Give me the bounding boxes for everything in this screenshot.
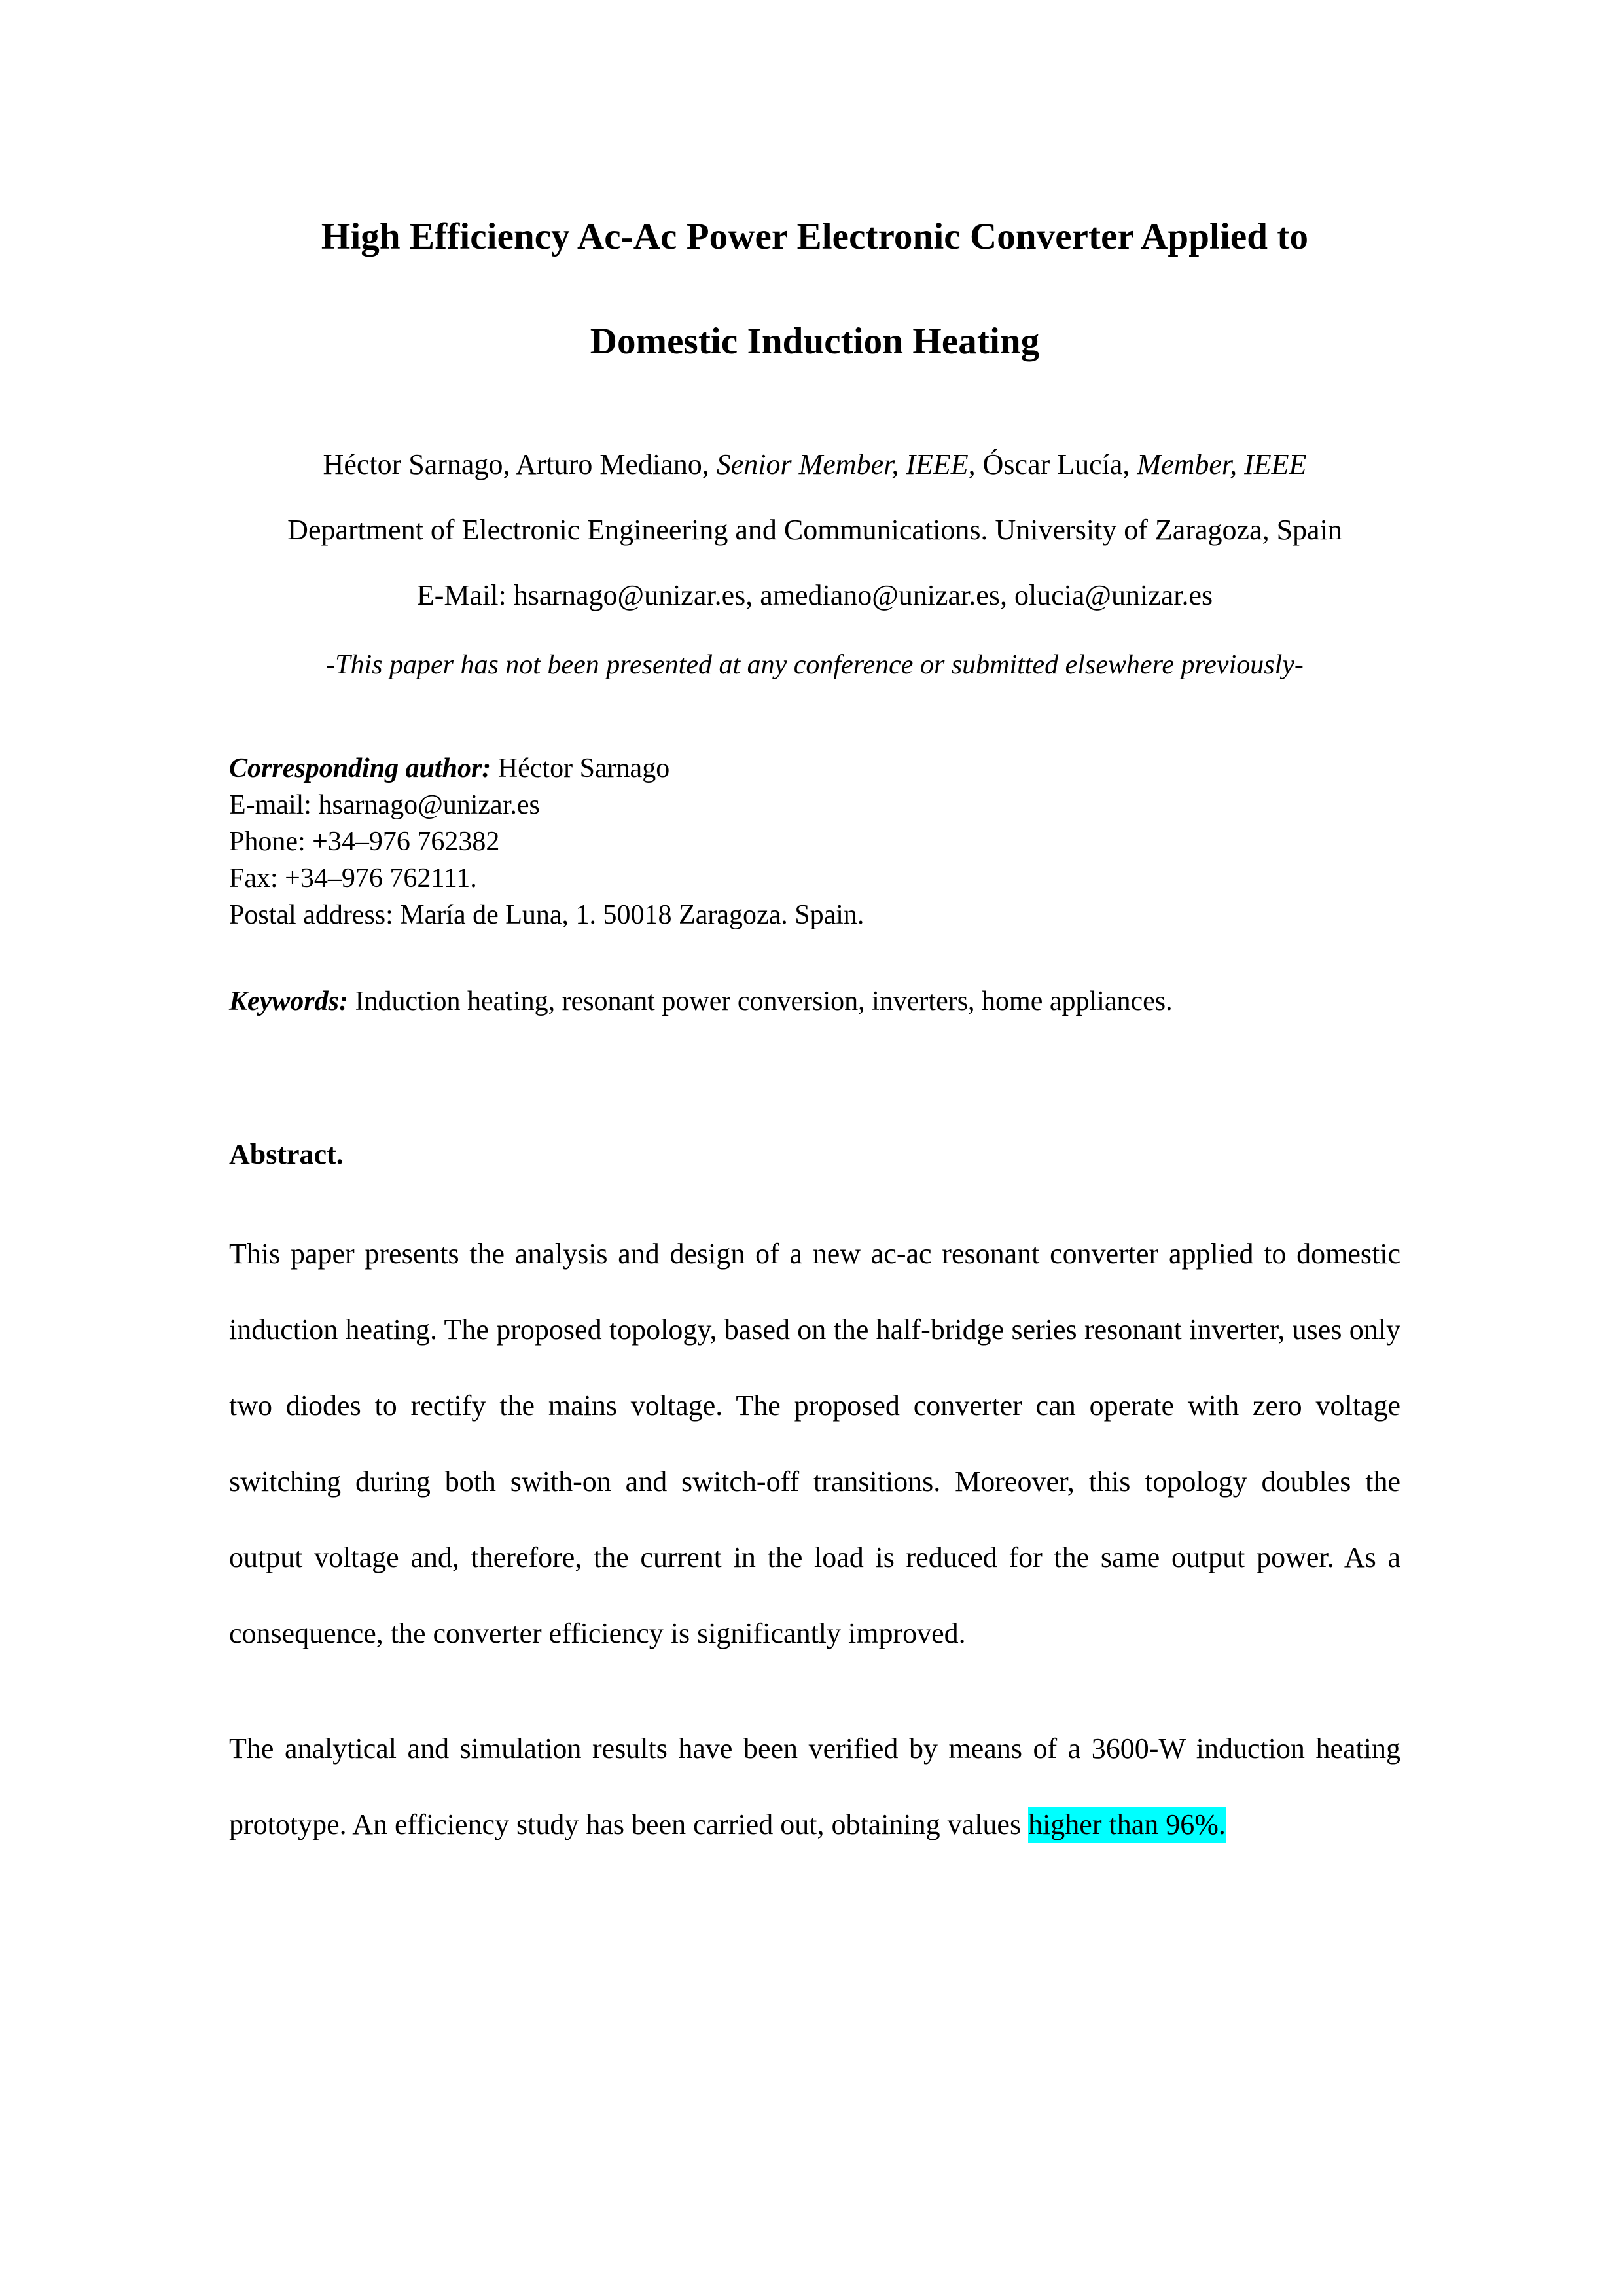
keywords-block — [229, 983, 1400, 1020]
corresponding-author-postal-address: Postal address: María de Luna, 1. 50018 Zaragoza. Spain. — [229, 900, 865, 930]
paper-title-line-1: High Efficiency Ac-Ac Power Electronic Converter Applied to — [321, 216, 1309, 257]
keywords-value: Induction heating, resonant power conversion, inverters, home appliances. — [348, 986, 1173, 1016]
paper-title-line-2: Domestic Induction Heating — [590, 321, 1040, 362]
corresponding-author-name-line — [229, 750, 1400, 787]
submission-note: -This paper has not been presented at any conference or submitted elsewhere previously- — [326, 650, 1304, 680]
abstract-paragraph-2-text: The analytical and simulation results have been verified by means of a 3600-W induction heating prototype. An efficiency study has been carried out, obtaining values — [229, 1732, 1400, 1840]
corresponding-author-fax: Fax: +34–976 762111. — [229, 863, 477, 893]
author-names — [229, 432, 1400, 497]
keywords-line — [229, 983, 1400, 1020]
author-membership-2: Member, IEEE — [1137, 448, 1307, 480]
email-line: E-Mail: hsarnago@unizar.es, amediano@unizar.es, olucia@unizar.es — [416, 579, 1213, 611]
paper-title — [229, 0, 1400, 394]
abstract-heading: Abstract. — [229, 1138, 344, 1170]
abstract-paragraph-2 — [229, 1711, 1400, 1863]
author-block — [229, 432, 1400, 698]
page-content-column — [229, 0, 1400, 1863]
corresponding-author-label: Corresponding author: — [229, 753, 491, 783]
affiliation-line: Department of Electronic Engineering and Communications. University of Zaragoza, Spain — [287, 514, 1342, 546]
highlighted-efficiency-text: higher than 96%. — [1028, 1807, 1226, 1843]
keywords-label: Keywords: — [229, 986, 348, 1016]
abstract-paragraph-1: This paper presents the analysis and design of a new ac-ac resonant converter applied to domestic induction heating. The proposed topology, based on the half-bridge series resonant inverter, uses only two diodes to rectify the mains voltage. The proposed converter can operate with zero voltage switching during both swith-on and switch-off transitions. Moreover, this topology doubles the output voltage and, therefore, the current in the load is reduced for the same output power. As a consequence, the converter efficiency is significantly improved. — [229, 1238, 1400, 1649]
corresponding-author-phone: Phone: +34–976 762382 — [229, 827, 500, 857]
author-name-secondary: , Óscar Lucía, — [968, 448, 1137, 480]
author-membership-1: Senior Member, IEEE — [716, 448, 969, 480]
corresponding-author-block — [229, 750, 1400, 933]
corresponding-author-name: Héctor Sarnago — [491, 753, 670, 783]
author-name-primary: Héctor Sarnago, Arturo Mediano, — [323, 448, 717, 480]
corresponding-author-email: E-mail: hsarnago@unizar.es — [229, 790, 540, 820]
